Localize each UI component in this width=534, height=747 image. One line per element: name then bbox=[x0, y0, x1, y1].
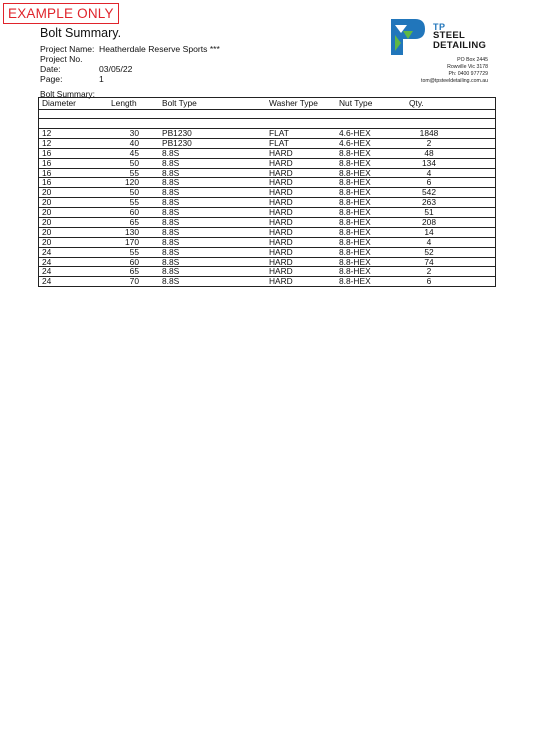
date-value: 03/05/22 bbox=[99, 64, 133, 74]
cell-nut-type: 4.6-HEX bbox=[339, 137, 371, 148]
cell-diameter: 20 bbox=[42, 187, 52, 198]
phone: Ph: 0400 977729 bbox=[448, 71, 488, 77]
cell-bolt-type: 8.8S bbox=[162, 187, 180, 198]
cell-washer-type: HARD bbox=[269, 157, 293, 168]
suburb: Rowville Vic 3178 bbox=[447, 64, 488, 70]
cell-length: 120 bbox=[125, 177, 139, 188]
cell-diameter: 16 bbox=[42, 147, 52, 158]
header-nut-type: Nut Type bbox=[339, 98, 373, 108]
cell-bolt-type: 8.8S bbox=[162, 266, 180, 277]
cell-nut-type: 8.8-HEX bbox=[339, 167, 371, 178]
cell-diameter: 24 bbox=[42, 276, 52, 287]
po-box: PO Box 2445 bbox=[457, 57, 488, 63]
cell-bolt-type: 8.8S bbox=[162, 236, 180, 247]
company-logo bbox=[389, 17, 489, 57]
cell-diameter: 16 bbox=[42, 167, 52, 178]
date-label: Date: bbox=[40, 64, 61, 74]
email: tom@tpsteeldetailing.com.au bbox=[421, 78, 488, 84]
cell-nut-type: 8.8-HEX bbox=[339, 226, 371, 237]
cell-qty: 6 bbox=[426, 177, 432, 188]
cell-qty: 2 bbox=[426, 266, 432, 277]
cell-nut-type: 8.8-HEX bbox=[339, 177, 371, 188]
cell-qty: 2 bbox=[426, 137, 432, 148]
page-value: 1 bbox=[99, 74, 104, 84]
cell-qty: 4 bbox=[426, 236, 432, 247]
cell-washer-type: HARD bbox=[269, 177, 293, 188]
header-bolt-type: Bolt Type bbox=[162, 98, 197, 108]
cell-qty: 51 bbox=[424, 207, 434, 218]
cell-qty: 48 bbox=[424, 147, 434, 158]
cell-qty: 542 bbox=[422, 187, 436, 198]
cell-qty: 208 bbox=[422, 217, 436, 228]
cell-bolt-type: 8.8S bbox=[162, 157, 180, 168]
cell-diameter: 24 bbox=[42, 256, 52, 267]
cell-diameter: 12 bbox=[42, 137, 52, 148]
cell-qty: 14 bbox=[424, 226, 434, 237]
cell-length: 55 bbox=[129, 246, 139, 257]
header-washer-type: Washer Type bbox=[269, 98, 318, 108]
tp-logo-icon bbox=[389, 17, 427, 57]
table-header bbox=[38, 97, 496, 110]
header-length: Length bbox=[111, 98, 137, 108]
cell-washer-type: HARD bbox=[269, 236, 293, 247]
company-name-steel: STEEL bbox=[433, 30, 466, 41]
cell-washer-type: HARD bbox=[269, 197, 293, 208]
cell-qty: 1848 bbox=[419, 128, 439, 138]
project-name-value: Heatherdale Reserve Sports *** bbox=[99, 44, 220, 54]
cell-diameter: 20 bbox=[42, 217, 52, 228]
cell-washer-type: HARD bbox=[269, 147, 293, 158]
cell-diameter: 20 bbox=[42, 236, 52, 247]
cell-nut-type: 8.8-HEX bbox=[339, 157, 371, 168]
cell-diameter: 24 bbox=[42, 246, 52, 257]
cell-bolt-type: 8.8S bbox=[162, 177, 180, 188]
cell-qty: 134 bbox=[422, 157, 436, 168]
cell-nut-type: 8.8-HEX bbox=[339, 266, 371, 277]
page-label: Page: bbox=[40, 74, 63, 84]
cell-nut-type: 8.8-HEX bbox=[339, 197, 371, 208]
cell-nut-type: 8.8-HEX bbox=[339, 236, 371, 247]
cell-nut-type: 4.6-HEX bbox=[339, 128, 371, 138]
cell-length: 50 bbox=[129, 157, 139, 168]
cell-length: 70 bbox=[129, 276, 139, 287]
cell-diameter: 16 bbox=[42, 157, 52, 168]
cell-length: 40 bbox=[129, 137, 139, 148]
table-row bbox=[38, 277, 496, 287]
cell-qty: 74 bbox=[424, 256, 434, 267]
cell-nut-type: 8.8-HEX bbox=[339, 256, 371, 267]
company-name-tp: TP bbox=[433, 22, 446, 32]
cell-washer-type: FLAT bbox=[269, 137, 289, 148]
cell-washer-type: HARD bbox=[269, 246, 293, 257]
cell-nut-type: 8.8-HEX bbox=[339, 147, 371, 158]
cell-nut-type: 8.8-HEX bbox=[339, 207, 371, 218]
header-qty: Qty. bbox=[409, 98, 424, 108]
cell-washer-type: HARD bbox=[269, 217, 293, 228]
cell-length: 30 bbox=[129, 128, 139, 138]
cell-diameter: 12 bbox=[42, 128, 52, 138]
cell-length: 170 bbox=[125, 236, 139, 247]
cell-length: 55 bbox=[129, 167, 139, 178]
project-meta bbox=[40, 44, 220, 84]
cell-washer-type: HARD bbox=[269, 256, 293, 267]
cell-nut-type: 8.8-HEX bbox=[339, 187, 371, 198]
cell-length: 65 bbox=[129, 266, 139, 277]
cell-washer-type: HARD bbox=[269, 266, 293, 277]
cell-bolt-type: 8.8S bbox=[162, 276, 180, 287]
cell-bolt-type: 8.8S bbox=[162, 147, 180, 158]
cell-bolt-type: 8.8S bbox=[162, 197, 180, 208]
cell-nut-type: 8.8-HEX bbox=[339, 246, 371, 257]
cell-washer-type: HARD bbox=[269, 207, 293, 218]
cell-length: 60 bbox=[129, 207, 139, 218]
cell-length: 60 bbox=[129, 256, 139, 267]
cell-bolt-type: 8.8S bbox=[162, 167, 180, 178]
blank-row bbox=[38, 110, 496, 119]
cell-washer-type: HARD bbox=[269, 276, 293, 287]
project-no-label: Project No. bbox=[40, 54, 83, 64]
cell-nut-type: 8.8-HEX bbox=[339, 276, 371, 287]
cell-bolt-type: PB1230 bbox=[162, 137, 192, 148]
cell-nut-type: 8.8-HEX bbox=[339, 217, 371, 228]
cell-bolt-type: PB1230 bbox=[162, 128, 192, 138]
cell-diameter: 20 bbox=[42, 207, 52, 218]
cell-qty: 52 bbox=[424, 246, 434, 257]
example-only-watermark: EXAMPLE ONLY bbox=[3, 3, 119, 24]
cell-washer-type: HARD bbox=[269, 187, 293, 198]
table-body bbox=[38, 129, 496, 287]
company-contact bbox=[421, 57, 488, 85]
cell-length: 45 bbox=[129, 147, 139, 158]
cell-length: 55 bbox=[129, 197, 139, 208]
cell-bolt-type: 8.8S bbox=[162, 207, 180, 218]
cell-bolt-type: 8.8S bbox=[162, 246, 180, 257]
cell-diameter: 20 bbox=[42, 226, 52, 237]
project-name-label: Project Name: bbox=[40, 44, 95, 54]
page-title: Bolt Summary. bbox=[40, 26, 122, 40]
cell-qty: 6 bbox=[426, 276, 432, 287]
cell-length: 65 bbox=[129, 217, 139, 228]
cell-bolt-type: 8.8S bbox=[162, 226, 180, 237]
bolt-summary-label: Bolt Summary: bbox=[40, 89, 95, 99]
cell-diameter: 16 bbox=[42, 177, 52, 188]
cell-washer-type: FLAT bbox=[269, 128, 289, 138]
company-name-text bbox=[433, 31, 486, 51]
cell-diameter: 24 bbox=[42, 266, 52, 277]
cell-bolt-type: 8.8S bbox=[162, 217, 180, 228]
company-name-detailing: DETAILING bbox=[433, 40, 487, 51]
bolt-summary-table bbox=[38, 97, 496, 287]
cell-washer-type: HARD bbox=[269, 167, 293, 178]
header-diameter: Diameter bbox=[42, 98, 76, 108]
cell-washer-type: HARD bbox=[269, 226, 293, 237]
cell-length: 50 bbox=[129, 187, 139, 198]
cell-diameter: 20 bbox=[42, 197, 52, 208]
cell-bolt-type: 8.8S bbox=[162, 256, 180, 267]
cell-qty: 263 bbox=[422, 197, 436, 208]
cell-length: 130 bbox=[125, 226, 139, 237]
cell-qty: 4 bbox=[426, 167, 432, 178]
